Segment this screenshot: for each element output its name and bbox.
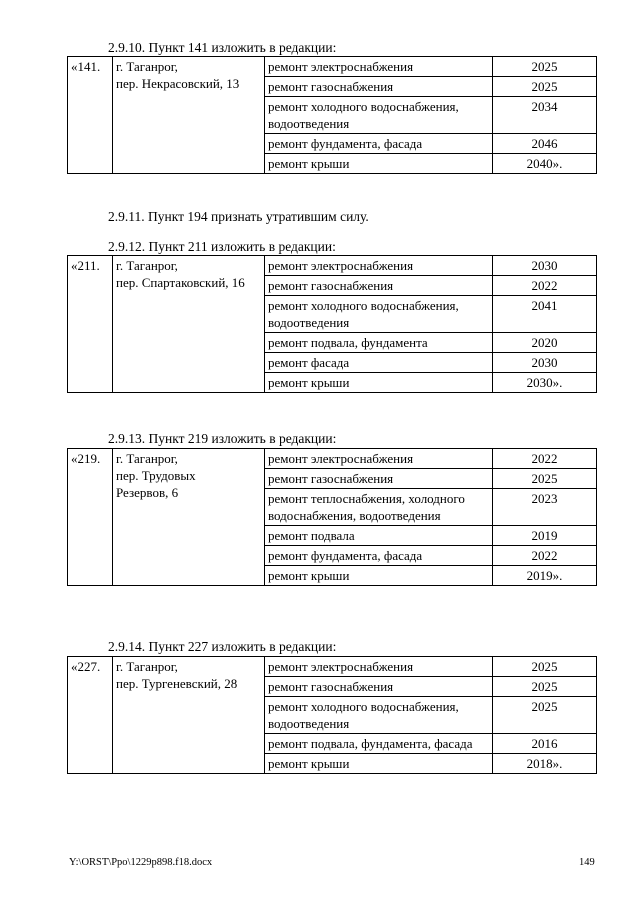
work-cell: ремонт подвала, фундамента, фасада xyxy=(265,734,493,754)
year-cell: 2022 xyxy=(493,276,597,296)
address-cell xyxy=(113,657,265,774)
year-cell: 2019». xyxy=(493,566,597,586)
section-heading: 2.9.13. Пункт 219 изложить в редакции: xyxy=(108,431,337,446)
year-cell: 2030». xyxy=(493,373,597,393)
year-cell: 2022 xyxy=(493,449,597,469)
table-row xyxy=(68,57,597,77)
item-number: «211. xyxy=(68,256,113,393)
work-cell: ремонт фасада xyxy=(265,353,493,373)
address-cell xyxy=(113,57,265,174)
work-cell: ремонт газоснабжения xyxy=(265,469,493,489)
section-table xyxy=(67,448,597,586)
address-cell xyxy=(113,256,265,393)
work-cell: ремонт крыши xyxy=(265,566,493,586)
year-cell: 2019 xyxy=(493,526,597,546)
section-heading: 2.9.10. Пункт 141 изложить в редакции: xyxy=(108,40,337,55)
work-cell: ремонт крыши xyxy=(265,373,493,393)
work-cell: ремонт газоснабжения xyxy=(265,77,493,97)
year-cell: 2041 xyxy=(493,296,597,333)
address-line: Резервов, 6 xyxy=(116,485,179,500)
footer-file-path: Y:\ORST\Ppo\1229p898.f18.docx xyxy=(69,857,213,868)
work-cell: ремонт электроснабжения xyxy=(265,256,493,276)
year-cell: 2018». xyxy=(493,754,597,774)
year-cell: 2034 xyxy=(493,97,597,134)
work-cell: ремонт газоснабжения xyxy=(265,677,493,697)
page-number: 149 xyxy=(579,857,595,868)
year-cell: 2023 xyxy=(493,489,597,526)
work-cell: ремонт подвала xyxy=(265,526,493,546)
address-line: г. Таганрог, xyxy=(116,59,178,74)
section-heading: 2.9.12. Пункт 211 изложить в редакции: xyxy=(108,239,336,254)
year-cell: 2040». xyxy=(493,154,597,174)
section-heading: 2.9.14. Пункт 227 изложить в редакции: xyxy=(108,639,337,654)
address-line: пер. Спартаковский, 16 xyxy=(116,275,245,290)
address-line: г. Таганрог, xyxy=(116,659,178,674)
year-cell: 2020 xyxy=(493,333,597,353)
paragraph-repeal: 2.9.11. Пункт 194 признать утратившим силу. xyxy=(108,209,369,224)
section-table xyxy=(67,656,597,774)
year-cell: 2025 xyxy=(493,77,597,97)
year-cell: 2025 xyxy=(493,57,597,77)
address-line: пер. Трудовых xyxy=(116,468,196,483)
work-cell: ремонт холодного водоснабжения, водоотведения xyxy=(265,296,493,333)
work-cell: ремонт холодного водоснабжения, водоотведения xyxy=(265,697,493,734)
work-cell: ремонт фундамента, фасада xyxy=(265,134,493,154)
table-row xyxy=(68,657,597,677)
address-cell xyxy=(113,449,265,586)
address-line: г. Таганрог, xyxy=(116,451,178,466)
address-line: пер. Тургеневский, 28 xyxy=(116,676,238,691)
section-table xyxy=(67,255,597,393)
work-cell: ремонт холодного водоснабжения, водоотведения xyxy=(265,97,493,134)
work-cell: ремонт крыши xyxy=(265,754,493,774)
year-cell: 2025 xyxy=(493,657,597,677)
table-row xyxy=(68,449,597,469)
item-number: «219. xyxy=(68,449,113,586)
address-line: пер. Некрасовский, 13 xyxy=(116,76,240,91)
year-cell: 2016 xyxy=(493,734,597,754)
section-table xyxy=(67,56,597,174)
year-cell: 2030 xyxy=(493,256,597,276)
year-cell: 2025 xyxy=(493,697,597,734)
year-cell: 2046 xyxy=(493,134,597,154)
year-cell: 2025 xyxy=(493,469,597,489)
work-cell: ремонт теплоснабжения, холодного водоснабжения, водоотведения xyxy=(265,489,493,526)
table-row xyxy=(68,256,597,276)
work-cell: ремонт крыши xyxy=(265,154,493,174)
item-number: «227. xyxy=(68,657,113,774)
year-cell: 2022 xyxy=(493,546,597,566)
year-cell: 2030 xyxy=(493,353,597,373)
work-cell: ремонт фундамента, фасада xyxy=(265,546,493,566)
item-number: «141. xyxy=(68,57,113,174)
address-line: г. Таганрог, xyxy=(116,258,178,273)
work-cell: ремонт газоснабжения xyxy=(265,276,493,296)
year-cell: 2025 xyxy=(493,677,597,697)
work-cell: ремонт электроснабжения xyxy=(265,57,493,77)
work-cell: ремонт электроснабжения xyxy=(265,449,493,469)
work-cell: ремонт электроснабжения xyxy=(265,657,493,677)
work-cell: ремонт подвала, фундамента xyxy=(265,333,493,353)
